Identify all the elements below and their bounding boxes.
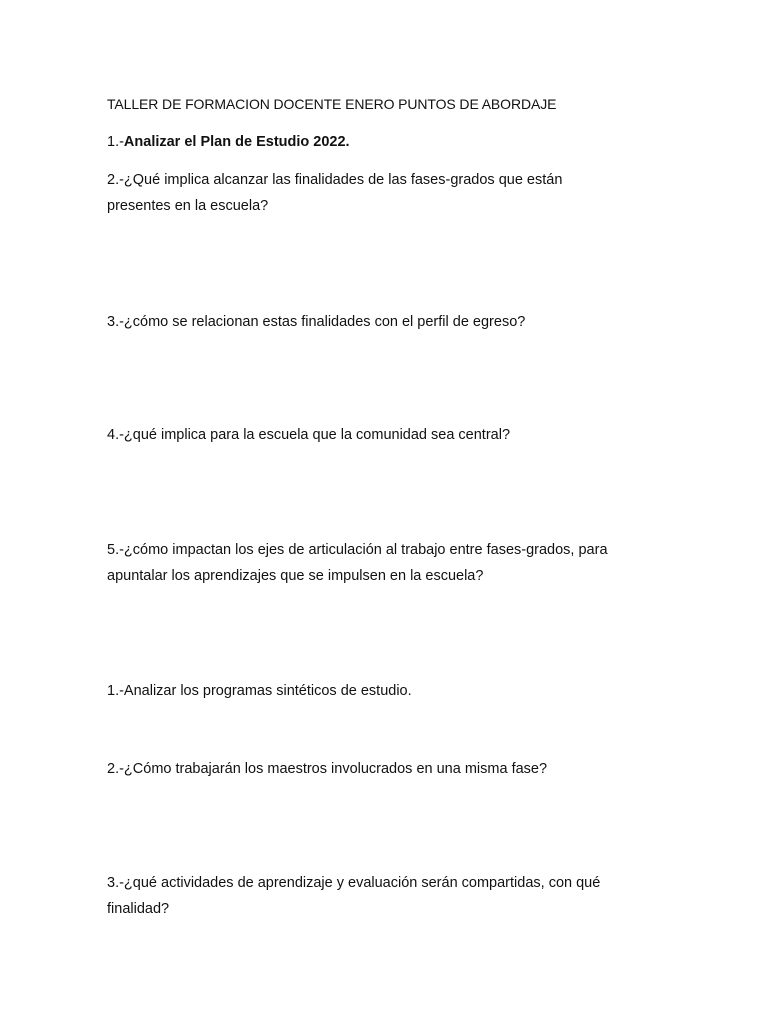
section2-item3-line1: 3.-¿qué actividades de aprendizaje y evaluación serán compartidas, con qué	[107, 875, 601, 891]
section2-item3-line2: finalidad?	[107, 901, 170, 917]
section2-item1: 1.-Analizar los programas sintéticos de estudio.	[107, 683, 412, 699]
section1-item2-line1: 2.-¿Qué implica alcanzar las finalidades de las fases-grados que están	[107, 172, 563, 188]
section1-item1-text: Analizar el Plan de Estudio 2022.	[123, 134, 350, 150]
section1-item3: 3.-¿cómo se relacionan estas finalidades con el perfil de egreso?	[107, 314, 526, 330]
section1-item1-number: 1.-	[107, 134, 124, 150]
section1-item1	[107, 129, 687, 155]
section1-item4: 4.-¿qué implica para la escuela que la comunidad sea central?	[107, 427, 511, 443]
document-title: TALLER DE FORMACION DOCENTE ENERO PUNTOS DE ABORDAJE	[107, 96, 557, 112]
section1-item5-line2: apuntalar los aprendizajes que se impulsen en la escuela?	[107, 568, 484, 584]
section1-item2-line2: presentes en la escuela?	[107, 198, 269, 214]
section1-item5-line1: 5.-¿cómo impactan los ejes de articulación al trabajo entre fases-grados, para	[107, 542, 608, 558]
section2-item2: 2.-¿Cómo trabajarán los maestros involucrados en una misma fase?	[107, 761, 548, 777]
